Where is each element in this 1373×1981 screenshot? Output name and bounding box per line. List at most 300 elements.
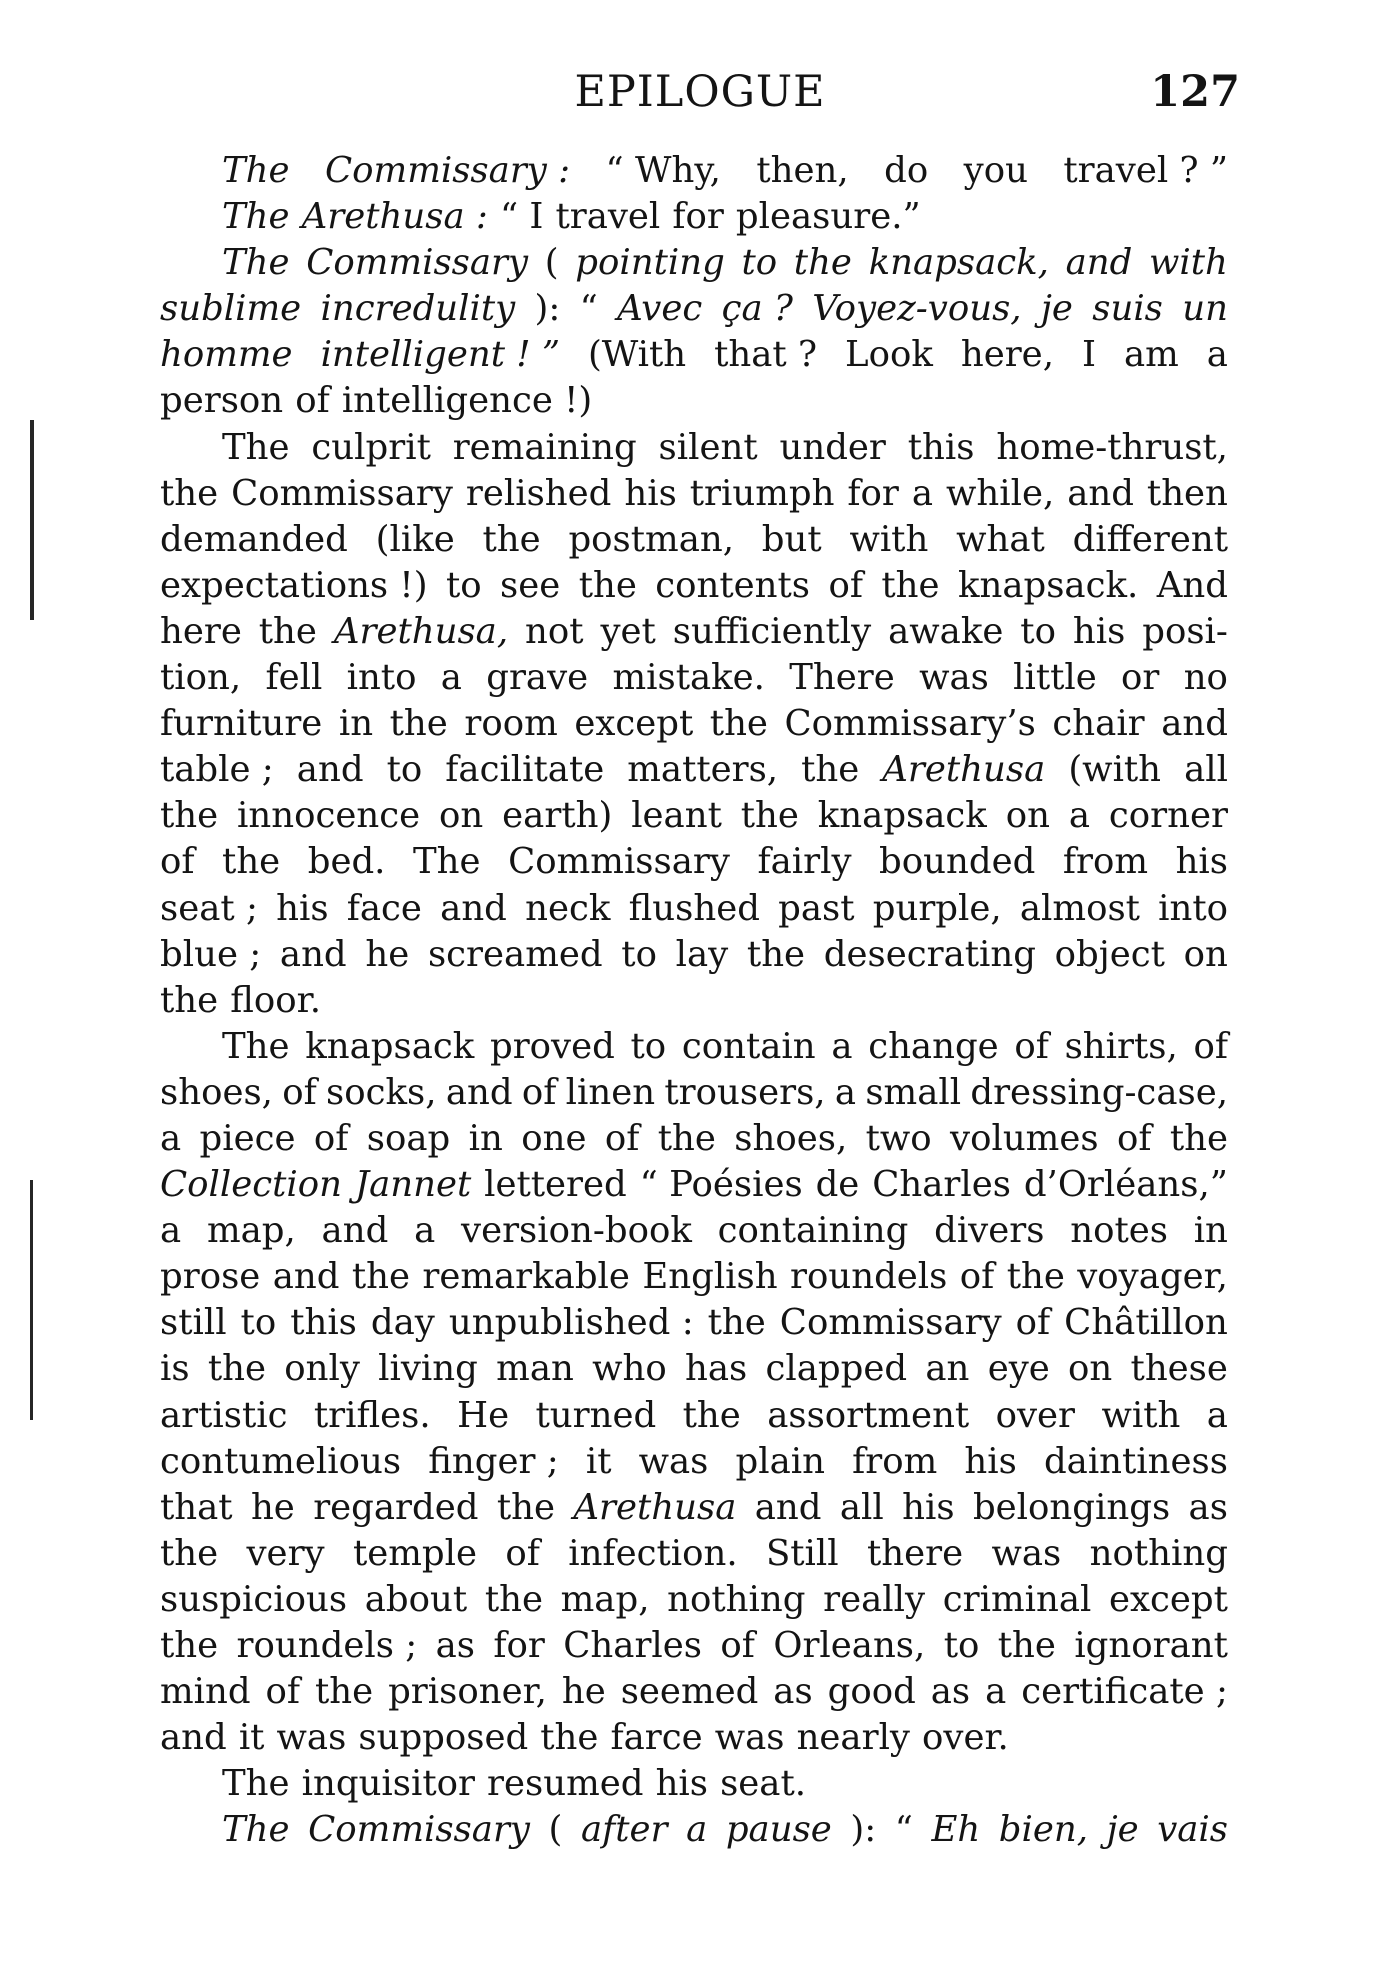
word: the bbox=[351, 1256, 410, 1298]
word: about bbox=[364, 1578, 468, 1620]
word: (With bbox=[587, 334, 687, 376]
word: suis bbox=[1092, 288, 1163, 330]
word: two bbox=[865, 1117, 932, 1159]
word: demanded bbox=[160, 518, 348, 560]
word: he bbox=[250, 1486, 295, 1528]
word: contain bbox=[681, 1025, 816, 1067]
word: homme bbox=[160, 334, 293, 376]
word: what bbox=[956, 518, 1045, 560]
word: je bbox=[1106, 1809, 1139, 1851]
word: Arethusa : bbox=[301, 196, 488, 238]
word: The bbox=[222, 1809, 290, 1851]
word: past bbox=[778, 887, 855, 929]
word: his bbox=[655, 1763, 708, 1805]
text-line bbox=[160, 194, 1228, 240]
word: eye bbox=[987, 1348, 1050, 1390]
word: the bbox=[160, 472, 219, 514]
word: silent bbox=[658, 426, 758, 468]
word: the bbox=[160, 795, 219, 837]
word: fell bbox=[265, 657, 323, 699]
text-line bbox=[160, 425, 1228, 471]
word: a bbox=[414, 1210, 436, 1252]
word: the bbox=[682, 1394, 741, 1436]
word: sublime bbox=[160, 288, 302, 330]
word: only bbox=[284, 1348, 360, 1390]
text-line bbox=[160, 839, 1228, 885]
word: knapsack, bbox=[868, 242, 1049, 284]
word: leant bbox=[631, 795, 722, 837]
word: ): bbox=[534, 288, 561, 330]
word: travel bbox=[555, 196, 661, 238]
word: and bbox=[445, 1071, 513, 1113]
text-line bbox=[160, 886, 1228, 932]
word: the bbox=[707, 1302, 766, 1344]
word: facilitate bbox=[445, 749, 605, 791]
text-line bbox=[160, 1208, 1228, 1254]
word: to bbox=[240, 1302, 277, 1344]
word: the bbox=[315, 1671, 374, 1713]
word: awake bbox=[888, 610, 1004, 652]
word: Commissary bbox=[231, 472, 453, 514]
word: contents bbox=[655, 564, 811, 606]
text-line bbox=[160, 332, 1228, 378]
word: table ; bbox=[160, 749, 274, 791]
word: The bbox=[222, 426, 290, 468]
word: was bbox=[638, 1440, 709, 1482]
word: Orleans, bbox=[773, 1625, 926, 1666]
word: lay bbox=[675, 933, 729, 975]
word: a bbox=[686, 1809, 708, 1851]
word: the bbox=[160, 1532, 219, 1574]
word: the bbox=[484, 1578, 543, 1620]
text-line bbox=[160, 471, 1228, 517]
word: these bbox=[1130, 1348, 1228, 1390]
word: the bbox=[1006, 1256, 1065, 1298]
word: Voyez-vous, bbox=[812, 288, 1022, 330]
word: sufficiently bbox=[672, 610, 872, 652]
word: prisoner, bbox=[388, 1671, 547, 1713]
word: d’Orléans,” bbox=[1023, 1164, 1228, 1206]
word: desecrating bbox=[823, 933, 1036, 975]
text-line bbox=[160, 1485, 1228, 1531]
word: nearly bbox=[796, 1717, 910, 1759]
word: pleasure.” bbox=[735, 196, 921, 238]
word: his bbox=[624, 472, 677, 514]
word: English bbox=[642, 1256, 778, 1298]
word: Arethusa bbox=[573, 1486, 737, 1528]
word: face bbox=[346, 887, 422, 929]
word: grave bbox=[486, 657, 589, 699]
word: almost bbox=[1019, 887, 1140, 929]
word: regarded bbox=[313, 1486, 479, 1528]
word: (like bbox=[375, 518, 455, 560]
word: farce bbox=[610, 1717, 703, 1759]
word: knapsack bbox=[305, 1025, 475, 1067]
word: “ bbox=[579, 288, 598, 330]
word: divers bbox=[934, 1210, 1045, 1252]
word: bed. bbox=[307, 841, 386, 883]
word: seemed bbox=[620, 1671, 759, 1713]
word: I bbox=[1081, 334, 1096, 376]
text-line bbox=[160, 1393, 1228, 1439]
word: different bbox=[1072, 518, 1228, 560]
word: a bbox=[1206, 1394, 1228, 1436]
word: the bbox=[540, 1717, 599, 1759]
word: knapsack. bbox=[957, 564, 1139, 606]
word: plain bbox=[735, 1440, 825, 1482]
word: intelligence !) bbox=[341, 380, 593, 422]
word: ( bbox=[548, 1809, 563, 1851]
word: the bbox=[160, 979, 219, 1021]
word: neck bbox=[525, 887, 611, 929]
word: notes bbox=[1070, 1210, 1168, 1252]
word: de bbox=[815, 1164, 860, 1206]
word: and bbox=[754, 1486, 822, 1528]
scan-edge-mark bbox=[30, 420, 34, 620]
word: and bbox=[272, 1256, 340, 1298]
text-line bbox=[160, 1300, 1228, 1346]
word: the bbox=[207, 1348, 266, 1390]
word: of bbox=[1193, 1025, 1228, 1067]
word: Charles bbox=[563, 1625, 703, 1666]
word: of bbox=[720, 1625, 755, 1666]
word: very bbox=[246, 1532, 325, 1574]
word: the bbox=[709, 703, 768, 745]
word: a bbox=[831, 1025, 853, 1067]
word: or bbox=[1121, 657, 1160, 699]
word: bien, bbox=[998, 1809, 1089, 1851]
word: roundels bbox=[790, 1256, 948, 1298]
word: was bbox=[714, 1717, 785, 1759]
word: unpublished : bbox=[448, 1302, 694, 1344]
word: a bbox=[985, 1671, 1007, 1713]
word: ça ? bbox=[721, 288, 793, 330]
word: good bbox=[827, 1671, 916, 1713]
word: screamed bbox=[427, 933, 603, 975]
word: prose bbox=[160, 1256, 261, 1298]
word: really bbox=[823, 1578, 926, 1620]
word: to bbox=[630, 1025, 667, 1067]
word: matters, bbox=[627, 749, 779, 791]
word: day bbox=[370, 1302, 435, 1344]
word: home-thrust, bbox=[996, 426, 1228, 468]
word: Still bbox=[765, 1532, 839, 1574]
word: blue ; bbox=[160, 933, 262, 975]
word: into bbox=[1158, 887, 1228, 929]
word: for bbox=[672, 196, 724, 238]
word: volumes bbox=[950, 1117, 1099, 1159]
word: dressing-case, bbox=[970, 1071, 1228, 1113]
word: ignorant bbox=[1074, 1625, 1228, 1666]
word: Arethusa bbox=[882, 749, 1046, 791]
word: all bbox=[1184, 749, 1228, 791]
word: seat ; bbox=[160, 887, 258, 929]
word: he bbox=[365, 933, 410, 975]
word: is bbox=[160, 1348, 190, 1390]
word: furniture bbox=[160, 703, 323, 745]
word: daintiness bbox=[1043, 1440, 1228, 1482]
word: to bbox=[445, 564, 482, 606]
word: “ I bbox=[499, 196, 544, 238]
word: the bbox=[740, 795, 799, 837]
word: and bbox=[1065, 242, 1133, 284]
word: soap bbox=[366, 1117, 451, 1159]
word: do bbox=[884, 150, 929, 191]
word: There bbox=[789, 657, 895, 699]
word: certificate ; bbox=[1021, 1671, 1228, 1713]
text-line bbox=[160, 1669, 1228, 1715]
word: a bbox=[160, 1117, 182, 1159]
word: of bbox=[282, 1071, 317, 1113]
word: The bbox=[413, 841, 481, 883]
text-line bbox=[160, 286, 1228, 332]
word: “ bbox=[894, 1809, 913, 1851]
word: the bbox=[997, 1625, 1056, 1666]
word: to bbox=[1020, 610, 1056, 652]
word: and bbox=[1067, 472, 1134, 514]
word: in bbox=[468, 1117, 503, 1159]
word: And bbox=[1156, 564, 1228, 606]
word: artistic bbox=[160, 1394, 288, 1436]
word: a bbox=[1068, 795, 1091, 837]
word: infection. bbox=[568, 1532, 738, 1574]
word: Avec bbox=[617, 288, 703, 330]
word: and bbox=[321, 1210, 389, 1252]
word: Eh bbox=[931, 1809, 981, 1851]
word: voyager, bbox=[1077, 1256, 1228, 1298]
word: Collection bbox=[160, 1164, 342, 1206]
word: temple bbox=[352, 1532, 477, 1574]
word: from bbox=[852, 1440, 938, 1482]
word: travel ? ” bbox=[1063, 150, 1228, 191]
word: of bbox=[604, 1117, 640, 1159]
chapter-title: EPILOGUE bbox=[574, 67, 826, 117]
word: room bbox=[464, 703, 558, 745]
text-line bbox=[160, 378, 1228, 424]
word: of bbox=[521, 1071, 557, 1113]
word: (with bbox=[1068, 749, 1162, 791]
word: clapped bbox=[765, 1348, 908, 1390]
word: version-book bbox=[461, 1210, 692, 1252]
word: Charles bbox=[872, 1164, 1011, 1206]
word: socks, bbox=[326, 1071, 437, 1113]
word: resumed bbox=[487, 1763, 644, 1805]
word: lettered bbox=[484, 1164, 627, 1206]
word: this bbox=[290, 1302, 357, 1344]
word: the bbox=[222, 841, 281, 883]
word: of bbox=[313, 1117, 349, 1159]
word: still bbox=[160, 1302, 227, 1344]
word: linen bbox=[565, 1071, 656, 1113]
word: suspicious bbox=[160, 1578, 348, 1620]
word: a bbox=[911, 472, 934, 514]
word: as bbox=[1188, 1486, 1228, 1528]
word: was bbox=[991, 1532, 1062, 1574]
word: shoes, bbox=[734, 1117, 848, 1159]
word: shirts, bbox=[1064, 1025, 1178, 1067]
word: a bbox=[1206, 334, 1228, 376]
word: no bbox=[1183, 657, 1228, 699]
word: the bbox=[1169, 1117, 1228, 1159]
word: except bbox=[574, 703, 694, 745]
word: with bbox=[1149, 242, 1228, 284]
word: expectations !) bbox=[160, 564, 428, 606]
text-line bbox=[160, 148, 1228, 194]
word: then, bbox=[756, 150, 849, 191]
word: remaining bbox=[452, 426, 637, 468]
word: you bbox=[963, 150, 1028, 191]
word: of bbox=[160, 841, 195, 883]
word: into bbox=[346, 657, 417, 699]
word: piece bbox=[199, 1117, 296, 1159]
word: remarkable bbox=[422, 1256, 630, 1298]
word: as bbox=[930, 1671, 971, 1713]
word: un bbox=[1182, 288, 1228, 330]
word: then bbox=[1146, 472, 1228, 514]
word: The bbox=[222, 242, 290, 284]
word: the bbox=[389, 703, 448, 745]
word: of bbox=[505, 1532, 540, 1574]
word: his bbox=[1175, 841, 1228, 883]
body-text bbox=[160, 148, 1228, 1853]
word: an bbox=[925, 1348, 970, 1390]
text-line bbox=[160, 1623, 1228, 1669]
word: the bbox=[496, 1486, 555, 1528]
word: his bbox=[964, 1440, 1017, 1482]
text-line bbox=[160, 1116, 1228, 1162]
word: contumelious bbox=[160, 1440, 402, 1482]
word: on bbox=[1068, 1348, 1113, 1390]
word: in bbox=[338, 703, 374, 745]
word: in bbox=[1193, 1210, 1228, 1252]
word: chair bbox=[1052, 703, 1145, 745]
word: pointing bbox=[575, 242, 725, 284]
word: of bbox=[828, 564, 863, 606]
word: of bbox=[295, 380, 330, 422]
word: that ? bbox=[714, 334, 818, 376]
word: the bbox=[801, 749, 860, 791]
word: Commissary bbox=[306, 242, 529, 284]
word: for bbox=[847, 472, 899, 514]
word: map, bbox=[560, 1578, 650, 1620]
word: as bbox=[435, 1625, 475, 1666]
word: it bbox=[585, 1440, 612, 1482]
word: the bbox=[578, 564, 637, 606]
word: who bbox=[592, 1348, 667, 1390]
word: earth) bbox=[502, 795, 613, 837]
text-line bbox=[160, 1254, 1228, 1300]
text-line bbox=[160, 1807, 1228, 1853]
word: Châtillon bbox=[1064, 1302, 1228, 1344]
word: and bbox=[1161, 703, 1228, 745]
word: was bbox=[276, 1717, 347, 1759]
word: Look bbox=[845, 334, 933, 376]
word: incredulity bbox=[320, 288, 516, 330]
word: here, bbox=[960, 334, 1054, 376]
word: small bbox=[865, 1071, 962, 1113]
word: on bbox=[1183, 933, 1228, 975]
text-line bbox=[160, 1531, 1228, 1577]
word: tion, bbox=[160, 657, 242, 699]
text-line bbox=[160, 701, 1228, 747]
word: the bbox=[881, 564, 940, 606]
word: Commissary’s bbox=[784, 703, 1036, 745]
word: his bbox=[902, 1486, 955, 1528]
word: the bbox=[258, 610, 317, 652]
word: a bbox=[160, 1210, 182, 1252]
text-line bbox=[160, 1070, 1228, 1116]
word: and bbox=[440, 887, 507, 929]
word: trifles. bbox=[313, 1394, 431, 1436]
text-line bbox=[160, 563, 1228, 609]
word: The bbox=[222, 1763, 290, 1805]
word: on bbox=[439, 795, 484, 837]
word: The bbox=[222, 150, 290, 191]
scan-edge-mark bbox=[30, 1180, 33, 1420]
word: man bbox=[496, 1348, 574, 1390]
word: purple, bbox=[872, 887, 1002, 929]
word: intelligent ! ” bbox=[320, 334, 560, 376]
word: over bbox=[995, 1394, 1076, 1436]
word: turned bbox=[535, 1394, 657, 1436]
word: on bbox=[1005, 795, 1050, 837]
word: of bbox=[1014, 1025, 1049, 1067]
word: one bbox=[521, 1117, 587, 1159]
word: am bbox=[1123, 334, 1179, 376]
word: the bbox=[746, 933, 806, 975]
word: supposed bbox=[358, 1717, 529, 1759]
text-line bbox=[160, 1346, 1228, 1392]
word: of bbox=[1015, 1302, 1051, 1344]
word: was bbox=[919, 657, 989, 699]
text-line bbox=[160, 1715, 1228, 1761]
word: Arethusa, bbox=[333, 610, 509, 652]
word: nothing bbox=[1089, 1532, 1228, 1574]
word: over. bbox=[922, 1717, 1009, 1759]
word: it bbox=[238, 1717, 265, 1759]
word: flushed bbox=[628, 887, 760, 929]
word: mind bbox=[160, 1671, 251, 1713]
word: knapsack bbox=[817, 795, 987, 837]
word: person bbox=[160, 380, 284, 422]
word: to bbox=[386, 749, 423, 791]
text-line bbox=[160, 978, 1228, 1024]
text-line bbox=[160, 517, 1228, 563]
word: not bbox=[525, 610, 584, 652]
text-line bbox=[160, 1577, 1228, 1623]
word: mistake. bbox=[612, 657, 765, 699]
word: roundels ; bbox=[236, 1625, 418, 1666]
word: has bbox=[685, 1348, 748, 1390]
word: inquisitor bbox=[301, 1763, 475, 1805]
word: there bbox=[866, 1532, 964, 1574]
word: assortment bbox=[767, 1394, 970, 1436]
word: “ Why, bbox=[605, 150, 721, 191]
word: to bbox=[943, 1625, 980, 1666]
word: criminal bbox=[942, 1578, 1092, 1620]
word: the bbox=[657, 1117, 716, 1159]
page-number: 127 bbox=[1150, 67, 1240, 117]
word: from bbox=[1062, 841, 1149, 883]
text-line bbox=[160, 747, 1228, 793]
word: but bbox=[761, 518, 822, 560]
word: nothing bbox=[667, 1578, 806, 1620]
word: ( bbox=[544, 242, 559, 284]
word: all bbox=[839, 1486, 884, 1528]
word: living bbox=[378, 1348, 478, 1390]
word: a bbox=[834, 1071, 857, 1113]
word: The bbox=[222, 196, 290, 238]
